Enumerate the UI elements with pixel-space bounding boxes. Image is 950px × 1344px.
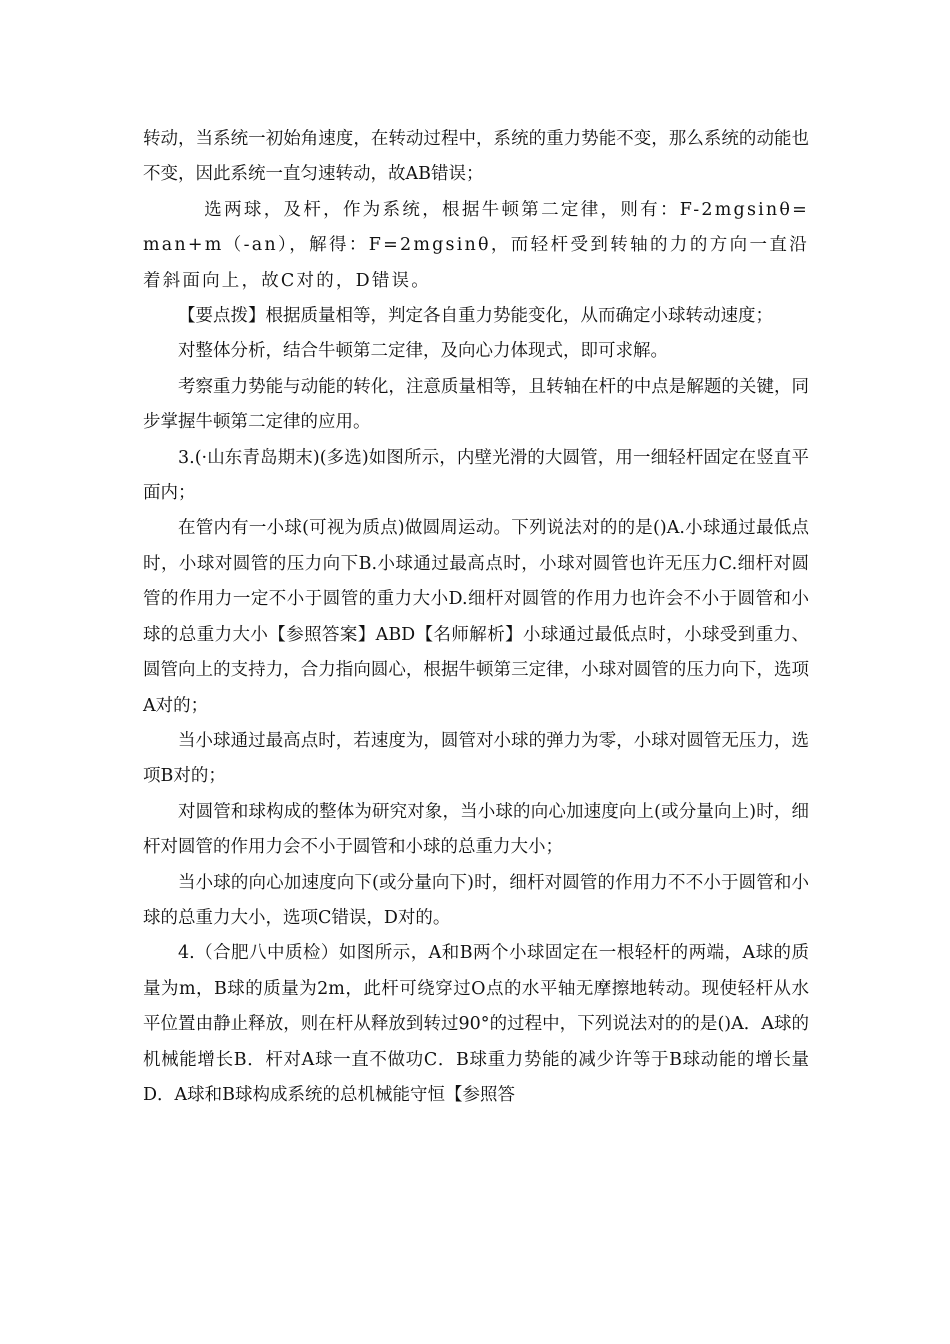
paragraph-system-analysis: 选两球，及杆，作为系统，根据牛顿第二定律，则有：F-2mgsinθ=man+m（-an），解得：F=2mgsinθ，而轻杆受到转轴的力的方向一直沿着斜面向上，故C对的，D错误。 — [143, 199, 809, 291]
paragraph-option-d-explanation: 对圆管和球构成的整体为研究对象，当小球的向心加速度向上(或分量向上)时，细杆对圆管的作用力会不小于圆管和小球的总重力大小； — [143, 801, 809, 858]
paragraph-option-c-explanation: 当小球的向心加速度向下(或分量向下)时，细杆对圆管的作用力不不小于圆管和小球的总重力大小，选项C错误，D对的。 — [143, 872, 809, 928]
paragraph-question-4: 4.（合肥八中质检）如图所示，A和B两个小球固定在一根轻杆的两端，A球的质量为m，B球的质量为2m，此杆可绕穿过O点的水平轴无摩擦地转动。现使轻杆从水平位置由静止释放，则在杆从释放到转过90°的过程中，下列说法对的的是()A．A球的机械能增长B．杆对A球一直不做功C．B球重力势能的减少许等于B球动能的增长量D．A球和B球构成系统的总机械能守恒【参照答 — [143, 943, 809, 1105]
paragraph-question-3: 3.(·山东青岛期末)(多选)如图所示，内壁光滑的大圆管，用一细轻杆固定在竖直平面内； — [143, 447, 809, 504]
paragraph-question-3-options: 在管内有一小球(可视为质点)做圆周运动。下列说法对的的是()A.小球通过最低点时，小球对圆管的压力向下B.小球通过最高点时，小球对圆管也许无压力C.细杆对圆管的作用力一定不小于圆管的重力大小D.细杆对圆管的作用力也许会不小于圆管和小球的总重力大小【参照答案】ABD【名师解析】小球通过最低点时，小球受到重力、圆管向上的支持力，合力指向圆心，根据牛顿第三定律，小球对圆管的压力向下，选项A对的； — [143, 518, 809, 716]
paragraph-continuation: 转动，当系统一初始角速度，在转动过程中，系统的重力势能不变，那么系统的动能也不变，因此系统一直匀速转动，故AB错误； — [143, 129, 809, 185]
paragraph-key-points: 【要点拨】根据质量相等，判定各自重力势能变化，从而确定小球转动速度； — [178, 306, 773, 327]
paragraph-overall-analysis: 对整体分析，结合牛顿第二定律，及向心力体现式，即可求解。 — [178, 341, 668, 362]
paragraph-examination-note: 考察重力势能与动能的转化，注意质量相等，且转轴在杆的中点是解题的关键，同步掌握牛顿第二定律的应用。 — [143, 376, 809, 433]
document-page — [143, 122, 809, 1113]
paragraph-option-b-explanation: 当小球通过最高点时，若速度为，圆管对小球的弹力为零，小球对圆管无压力，选项B对的； — [143, 730, 809, 787]
